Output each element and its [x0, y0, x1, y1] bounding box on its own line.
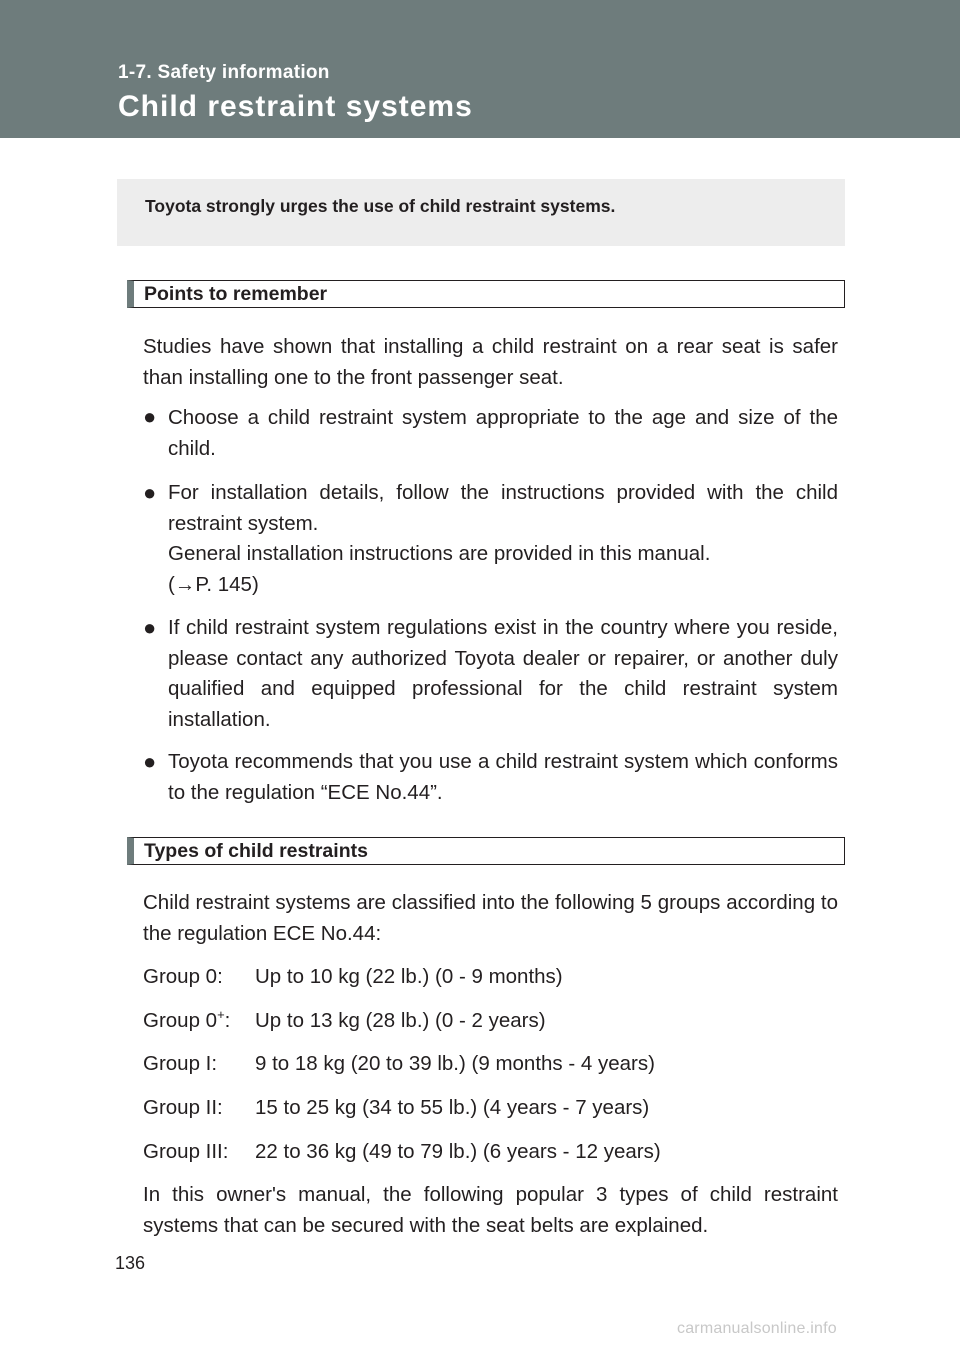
bullet-icon: ● — [143, 480, 157, 505]
page-reference: (→P. 145) — [168, 572, 259, 596]
group-label: Group 0+: — [143, 1007, 231, 1032]
bullet-item-text: For installation details, follow the instructions provided with the child restraint system. — [168, 481, 838, 535]
bullet-item: Choose a child restraint system appropriate to the age and size of the child. — [168, 406, 838, 460]
header-band — [0, 0, 960, 138]
closing-paragraph: In this owner's manual, the following popular 3 types of child restraint systems that can be secured with the seat belts are explained. — [143, 1183, 838, 1237]
group-label: Group II: — [143, 1096, 223, 1119]
page-title: Child restraint systems — [118, 90, 473, 123]
bullet-item — [168, 478, 838, 600]
group-value: 22 to 36 kg (49 to 79 lb.) (6 years - 12 years) — [255, 1140, 661, 1163]
section-label: 1-7. Safety information — [118, 62, 330, 83]
group-label: Group 0: — [143, 965, 223, 988]
bullet-icon: ● — [143, 615, 157, 640]
group-value: 9 to 18 kg (20 to 39 lb.) (9 months - 4 years) — [255, 1052, 655, 1075]
intro-text: Toyota strongly urges the use of child restraint systems. — [145, 196, 616, 216]
bullet-item: If child restraint system regulations exist in the country where you reside, please contact any authorized Toyota dealer or repairer, or another duly qualified and equipped professional for the child restraint system installation. — [168, 616, 838, 731]
points-heading-label: Points to remember — [144, 283, 328, 305]
group-value: Up to 13 kg (28 lb.) (0 - 2 years) — [255, 1009, 546, 1032]
page-number: 136 — [115, 1253, 146, 1273]
watermark: carmanualsonline.info — [677, 1320, 837, 1337]
bullet-item: Toyota recommends that you use a child restraint system which conforms to the regulation “ECE No.44”. — [168, 750, 838, 804]
points-heading — [127, 280, 845, 308]
intro-box — [117, 179, 845, 246]
group-label: Group III: — [143, 1140, 229, 1163]
bullet-icon: ● — [143, 404, 157, 429]
bullet-icon: ● — [143, 749, 157, 774]
group-label: Group I: — [143, 1052, 218, 1075]
points-paragraph: Studies have shown that installing a child restraint on a rear seat is safer than installing one to the front passenger seat. — [143, 335, 838, 389]
group-value: Up to 10 kg (22 lb.) (0 - 9 months) — [255, 965, 563, 988]
group-value: 15 to 25 kg (34 to 55 lb.) (4 years - 7 years) — [255, 1096, 650, 1119]
types-paragraph: Child restraint systems are classified into the following 5 groups according to the regulation ECE No.44: — [143, 891, 838, 945]
types-heading-label: Types of child restraints — [144, 840, 368, 862]
bullet-item-extra: General installation instructions are provided in this manual. — [168, 542, 711, 565]
types-heading — [127, 837, 845, 865]
